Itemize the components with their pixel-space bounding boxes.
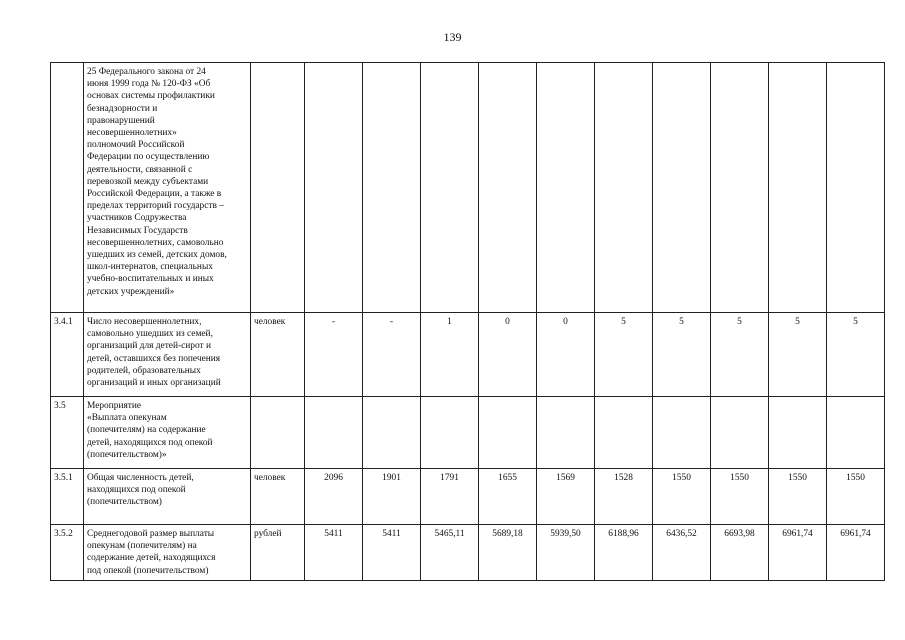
row-unit: человек (251, 469, 305, 525)
description-line: правонарушений (87, 115, 155, 126)
row-number: 3.4.1 (51, 313, 84, 397)
value-cell: 5 (595, 313, 653, 397)
table-row (51, 469, 885, 525)
value-cell: 5939,50 (537, 525, 595, 581)
row-unit: рублей (251, 525, 305, 581)
value-cell (479, 397, 537, 469)
value-cell: 5411 (363, 525, 421, 581)
row-number: 3.5 (51, 397, 84, 469)
value-cell: 5465,11 (421, 525, 479, 581)
description-line: под опекой (попечительством) (87, 565, 209, 576)
table-row (51, 313, 885, 397)
value-cell (711, 63, 769, 313)
row-number (51, 63, 84, 313)
indicators-table (50, 62, 885, 581)
value-cell: 1550 (711, 469, 769, 525)
description-line: несовершеннолетних» (87, 128, 177, 139)
table-row (51, 397, 885, 469)
value-cell: 6961,74 (827, 525, 885, 581)
description-line: пределах территорий государств – (87, 201, 224, 212)
value-cell (769, 63, 827, 313)
table-row (51, 63, 885, 313)
value-cell (827, 63, 885, 313)
description-line: Независимых Государств (87, 225, 188, 236)
description-line: детей, оставшихся без попечения (87, 353, 221, 364)
value-cell: 1 (421, 313, 479, 397)
value-cell: - (363, 313, 421, 397)
row-unit: человек (251, 313, 305, 397)
row-unit (251, 63, 305, 313)
description-line: (попечителям) на содержание (87, 425, 206, 436)
description-line: детей, находящихся под опекой (87, 437, 213, 448)
description-line: (попечительством) (87, 497, 162, 508)
value-cell (769, 397, 827, 469)
description-line: Число несовершеннолетних, (87, 317, 202, 327)
value-cell (653, 397, 711, 469)
description-line: безнадзорности и (87, 103, 158, 114)
value-cell (595, 63, 653, 313)
value-cell (537, 63, 595, 313)
description-line: организаций и иных организаций (87, 378, 221, 389)
description-line: 25 Федерального закона от 24 (87, 67, 206, 77)
table-body (51, 63, 885, 581)
value-cell: 1550 (769, 469, 827, 525)
description-line: Среднегодовой размер выплаты (87, 529, 215, 539)
description-line: несовершеннолетних, самовольно (87, 237, 224, 248)
description-line: июня 1999 года № 120-ФЗ «Об (87, 79, 211, 90)
row-description (84, 525, 251, 581)
row-unit (251, 397, 305, 469)
description-line: участников Содружества (87, 213, 187, 224)
value-cell: 1550 (653, 469, 711, 525)
description-line: самовольно ушедших из семей, (87, 329, 213, 340)
description-line: Мероприятие (87, 401, 142, 411)
description-line: полномочий Российской (87, 140, 185, 151)
row-number: 3.5.2 (51, 525, 84, 581)
value-cell: 1569 (537, 469, 595, 525)
value-cell: 5 (711, 313, 769, 397)
description-line: опекунам (попечителям) на (87, 541, 197, 552)
value-cell: 1528 (595, 469, 653, 525)
description-line: Федерации по осуществлению (87, 152, 210, 163)
value-cell: 0 (537, 313, 595, 397)
description-line: школ-интернатов, специальных (87, 262, 213, 273)
row-number: 3.5.1 (51, 469, 84, 525)
description-line: организаций для детей-сирот и (87, 341, 211, 352)
description-line: (попечительством)» (87, 449, 167, 460)
description-line: содержание детей, находящихся (87, 553, 216, 564)
value-cell (421, 397, 479, 469)
value-cell (305, 63, 363, 313)
table-row (51, 525, 885, 581)
value-cell: 1550 (827, 469, 885, 525)
value-cell: 6693,98 (711, 525, 769, 581)
value-cell (363, 397, 421, 469)
value-cell (595, 397, 653, 469)
description-line: учебно-воспитательных и иных (87, 274, 214, 285)
description-line: Общая численность детей, (87, 473, 194, 483)
value-cell (653, 63, 711, 313)
value-cell: 5689,18 (479, 525, 537, 581)
description-line: ушедших из семей, детских домов, (87, 250, 227, 261)
value-cell (537, 397, 595, 469)
value-cell: 5 (653, 313, 711, 397)
row-description (84, 397, 251, 469)
value-cell: 1655 (479, 469, 537, 525)
value-cell (363, 63, 421, 313)
description-line: детских учреждений» (87, 286, 175, 297)
description-line: основах системы профилактики (87, 91, 215, 102)
row-description (84, 313, 251, 397)
description-line: находящихся под опекой (87, 485, 186, 496)
value-cell: 5 (769, 313, 827, 397)
value-cell: 1791 (421, 469, 479, 525)
value-cell: 6188,96 (595, 525, 653, 581)
value-cell: 2096 (305, 469, 363, 525)
value-cell: 6961,74 (769, 525, 827, 581)
page-number: 139 (443, 30, 462, 44)
description-line: перевозкой между субъектами (87, 176, 209, 187)
value-cell (305, 397, 363, 469)
value-cell: 0 (479, 313, 537, 397)
value-cell: - (305, 313, 363, 397)
description-line: родителей, образовательных (87, 365, 201, 376)
description-line: Российской Федерации, а также в (87, 189, 222, 200)
value-cell (827, 397, 885, 469)
value-cell: 5411 (305, 525, 363, 581)
description-line: деятельности, связанной с (87, 164, 193, 175)
value-cell: 6436,52 (653, 525, 711, 581)
description-line: «Выплата опекунам (87, 413, 167, 424)
value-cell (479, 63, 537, 313)
value-cell: 1901 (363, 469, 421, 525)
value-cell: 5 (827, 313, 885, 397)
value-cell (421, 63, 479, 313)
row-description (84, 63, 251, 313)
value-cell (711, 397, 769, 469)
row-description (84, 469, 251, 525)
